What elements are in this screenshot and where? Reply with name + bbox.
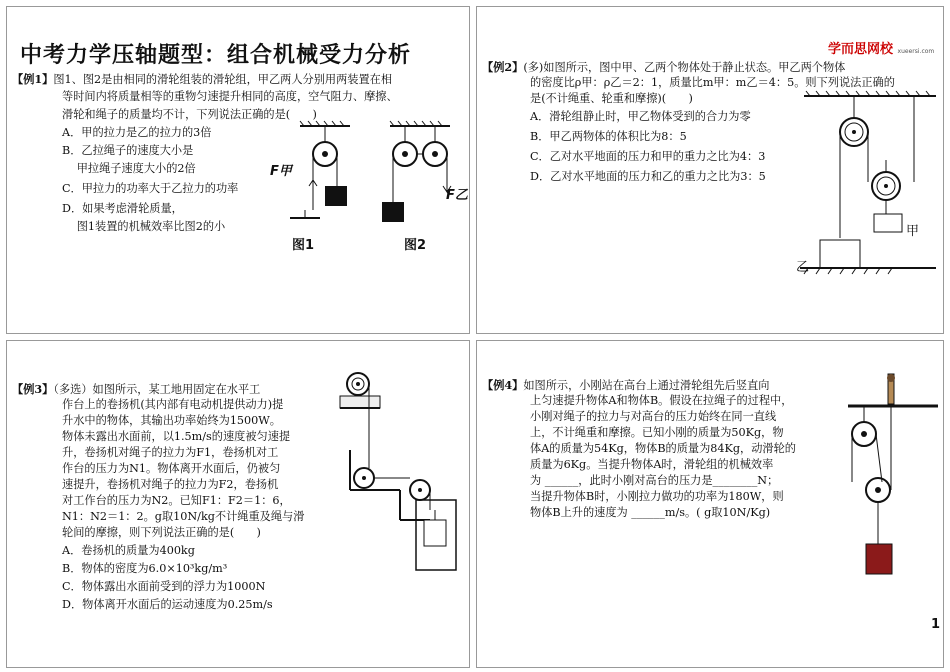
ex3-line-5: 作台的压力为N1。物体离开水面后，仍被匀	[62, 462, 281, 475]
ex3-line-1: 作台上的卷扬机(其内部有电动机提供动力)提	[62, 398, 284, 411]
ex2-option-a: A．滑轮组静止时，甲乙物体受到的合力为零	[530, 110, 751, 123]
ex2-option-b: B．甲乙两物体的体积比为8：5	[530, 130, 687, 143]
ex1-option-b: B．乙拉绳子的速度大小是	[62, 144, 194, 157]
ex3-line-8: N1：N2＝1：2。g取10N/kg不计绳重及绳与滑	[62, 510, 305, 523]
ex3-option-d: D．物体离开水面后的运动速度为0.25m/s	[62, 598, 273, 611]
ex1-option-d: D．如果考虑滑轮质量，	[62, 202, 183, 215]
ex4-line-8: 物体B上升的速度为 ______m/s。( g取10N/Kg)	[530, 506, 771, 519]
ex2-line-2: 是(不计绳重、轮重和摩擦)( )	[530, 92, 693, 105]
ex1-option-a: A．甲的拉力是乙的拉力的3倍	[62, 126, 212, 139]
ex2-label-jia: 甲	[906, 224, 920, 239]
ex1-option-b-cont: 甲拉绳子速度大小的2倍	[62, 162, 196, 175]
ex1-fig1-caption: 图1	[292, 238, 315, 253]
ex1-figure	[260, 120, 460, 260]
page-title: 中考力学压轴题型：组合机械受力分析	[20, 42, 412, 68]
ex1-option-c: C．甲拉力的功率大于乙拉力的功率	[62, 182, 239, 195]
ex1-line-1: 等时间内将质量相等的重物匀速提升相同的高度，空气阻力、摩擦、	[62, 90, 398, 103]
ex2-option-d: D．乙对水平地面的压力和乙的重力之比为3：5	[530, 170, 766, 183]
ex4-line-3: 上，不计绳重和摩擦。已知小刚的质量为50Kg，物	[530, 426, 784, 439]
ex3-line-7: 对工作台的压力为N2。已知F1：F2＝1：6，	[62, 494, 291, 507]
ex4-line-4: 体A的质量为54Kg，物体B的质量为84Kg，动滑轮的	[530, 442, 796, 455]
ex3-line-3: 物体未露出水面前，以1.5m/s的速度被匀速提	[62, 430, 291, 443]
ex4-line-0: 【例4】如图所示，小刚站在高台上通过滑轮组先后竖直向	[482, 378, 770, 392]
ex1-option-d-cont: 图1装置的机械效率比图2的小	[62, 220, 226, 233]
ex1-fig2-caption: 图2	[404, 238, 427, 253]
ex4-line-5: 质量为6Kg。当提升物体A时，滑轮组的机械效率	[530, 458, 774, 471]
ex4-figure	[848, 372, 938, 582]
ex3-line-0: 【例3】（多选）如图所示，某工地用固定在水平工	[12, 382, 261, 396]
ex1-line-2: 滑轮和绳子的质量均不计，下列说法正确的是( )	[62, 108, 317, 121]
ex4-line-2: 小刚对绳子的拉力与对高台的压力始终在同一直线	[530, 410, 777, 423]
ex3-line-4: 升，卷扬机对绳子的拉力为F1，卷扬机对工	[62, 446, 279, 459]
ex1-force-jia: F甲	[270, 164, 292, 179]
ex3-line-9: 轮间的摩擦，则下列说法正确的是( )	[62, 526, 261, 539]
ex1-force-yi: F乙	[446, 188, 468, 203]
ex4-line-7: 当提升物体B时，小刚拉力做功的功率为180W，则	[530, 490, 784, 503]
ex3-option-a: A．卷扬机的质量为400kg	[62, 544, 195, 557]
ex4-line-1: 上匀速提升物体A和物体B。假设在拉绳子的过程中，	[530, 394, 793, 407]
ex3-option-b: B．物体的密度为6.0×10³kg/m³	[62, 562, 228, 575]
ex3-line-2: 升水中的物体，其输出功率始终为1500W。	[62, 414, 281, 427]
ex4-line-6: 为 ______，此时小刚对高台的压力是________N；	[530, 474, 779, 487]
ex2-label-yi: 乙	[796, 260, 810, 275]
page-number: 1	[930, 617, 940, 632]
ex2-option-c: C．乙对水平地面的压力和甲的重力之比为4：3	[530, 150, 766, 163]
ex2-line-0: 【例2】(多)如图所示，图中甲、乙两个物体处于静止状态。甲乙两个物体	[482, 60, 846, 74]
ex3-figure	[340, 370, 465, 580]
ex2-figure	[800, 90, 940, 290]
ex3-line-6: 速提升，卷扬机对绳子的拉力为F2，卷扬机	[62, 478, 279, 491]
ex2-line-1: 的密度比ρ甲：ρ乙＝2：1，质量比m甲：m乙＝4：5。则下列说法正确的	[530, 76, 895, 89]
logo: 学而思网校 xueersi.com	[828, 42, 935, 57]
ex1-line-0: 【例1】图1、图2是由相同的滑轮组装的滑轮组，甲乙两人分别用两装置在相	[12, 72, 393, 86]
ex3-option-c: C．物体露出水面前受到的浮力为1000N	[62, 580, 266, 593]
